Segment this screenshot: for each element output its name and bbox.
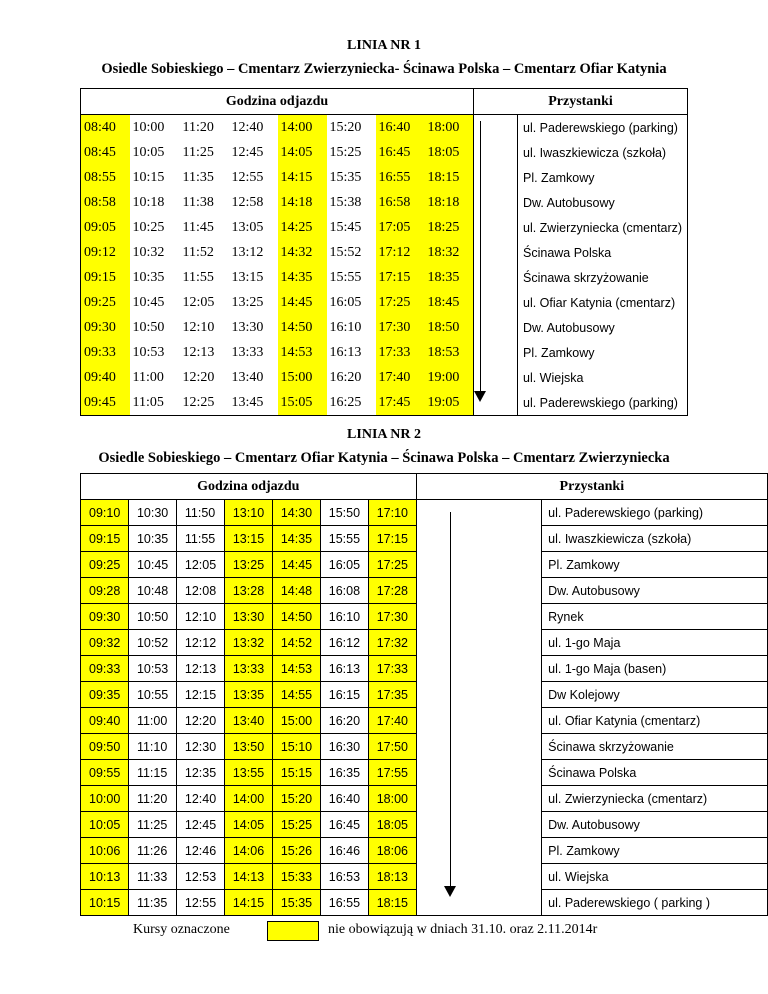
departure-time: 16:15: [320, 682, 368, 708]
departure-time: 16:10: [329, 319, 362, 335]
departure-time: 14:53: [278, 340, 327, 365]
stop-name: Rynek: [542, 604, 768, 630]
stop-name: ul. Zwierzyniecka (cmentarz): [542, 786, 768, 812]
departure-time: 10:32: [132, 244, 165, 260]
departure-time: 14:50: [278, 315, 327, 340]
line1-direction-arrow-line: [480, 121, 481, 393]
departure-time: 11:35: [182, 169, 214, 185]
stop-name: Dw. Autobusowy: [542, 578, 768, 604]
departure-time: 12:40: [176, 786, 224, 812]
departure-time: 11:25: [128, 812, 176, 838]
departure-time: 09:28: [81, 578, 129, 604]
departure-time: 13:15: [231, 269, 264, 285]
table-row: [81, 760, 768, 786]
departure-time: 11:25: [182, 144, 214, 160]
stop-name: Dw Kolejowy: [542, 682, 768, 708]
departure-time: 09:12: [81, 240, 130, 265]
departure-time: 10:05: [81, 812, 129, 838]
departure-time: 18:13: [368, 864, 416, 890]
departure-time: 17:28: [368, 578, 416, 604]
table-row: [81, 365, 688, 390]
stop-name: ul. Iwaszkiewicza (szkoła): [518, 140, 688, 165]
stop-name: ul. Paderewskiego (parking): [542, 500, 768, 526]
departure-time: 13:33: [231, 344, 264, 360]
arrow-cell: [416, 734, 541, 760]
stop-name: Ścinawa Polska: [518, 240, 688, 265]
arrow-cell: [416, 760, 541, 786]
departure-time: 08:58: [81, 190, 130, 215]
table-row: [81, 864, 768, 890]
departure-time: 11:00: [132, 369, 164, 385]
departure-time: 15:25: [329, 144, 362, 160]
departure-time: 17:15: [368, 526, 416, 552]
departure-time: 10:00: [81, 786, 129, 812]
departure-time: 13:05: [231, 219, 264, 235]
departure-time: 09:33: [81, 656, 129, 682]
departure-time: 14:00: [224, 786, 272, 812]
arrow-cell: [416, 786, 541, 812]
departure-time: 16:53: [320, 864, 368, 890]
departure-time: 14:05: [278, 140, 327, 165]
line1-header-stops: Przystanki: [474, 89, 688, 115]
departure-time: 17:10: [368, 500, 416, 526]
departure-time: 11:20: [182, 119, 214, 135]
departure-time: 18:05: [425, 140, 474, 165]
arrow-cell: [416, 630, 541, 656]
departure-time: 14:52: [272, 630, 320, 656]
departure-time: 12:05: [182, 294, 215, 310]
table-row: [81, 315, 688, 340]
departure-time: 15:25: [272, 812, 320, 838]
departure-time: 11:50: [176, 500, 224, 526]
arrow-cell: [416, 890, 541, 916]
departure-time: 15:26: [272, 838, 320, 864]
departure-time: 14:15: [224, 890, 272, 916]
legend-highlight-swatch: [267, 921, 319, 941]
departure-time: 18:35: [425, 265, 474, 290]
line2-direction-arrow-icon: [444, 886, 456, 897]
table-row: [81, 215, 688, 240]
departure-time: 13:30: [224, 604, 272, 630]
table-row: [81, 604, 768, 630]
departure-time: 16:08: [320, 578, 368, 604]
departure-time: 16:45: [376, 140, 425, 165]
stop-name: ul. Iwaszkiewicza (szkoła): [542, 526, 768, 552]
stop-name: ul. Paderewskiego ( parking ): [542, 890, 768, 916]
departure-time: 18:05: [368, 812, 416, 838]
table-row: [81, 578, 768, 604]
departure-time: 09:05: [81, 215, 130, 240]
departure-time: 13:25: [231, 294, 264, 310]
departure-time: 16:05: [320, 552, 368, 578]
departure-time: 12:55: [231, 169, 264, 185]
line1-route: Osiedle Sobieskiego – Cmentarz Zwierzyniecka- Ścinawa Polska – Cmentarz Ofiar Katynia: [101, 61, 667, 77]
stop-name: Ścinawa skrzyżowanie: [518, 265, 688, 290]
line2-header-times: Godzina odjazdu: [81, 474, 417, 500]
departure-time: 11:26: [128, 838, 176, 864]
table-row: [81, 734, 768, 760]
departure-time: 12:20: [182, 369, 215, 385]
departure-time: 15:38: [329, 194, 362, 210]
departure-time: 18:06: [368, 838, 416, 864]
table-row: [81, 500, 768, 526]
departure-time: 16:55: [376, 165, 425, 190]
departure-time: 09:32: [81, 630, 129, 656]
departure-time: 18:45: [425, 290, 474, 315]
departure-time: 17:30: [376, 315, 425, 340]
departure-time: 11:15: [128, 760, 176, 786]
table-row: [81, 240, 688, 265]
departure-time: 13:33: [224, 656, 272, 682]
departure-time: 17:30: [368, 604, 416, 630]
table-row: [81, 165, 688, 190]
stop-name: ul. Paderewskiego (parking): [518, 115, 688, 141]
departure-time: 11:45: [182, 219, 214, 235]
departure-time: 17:55: [368, 760, 416, 786]
departure-time: 16:25: [327, 390, 376, 416]
departure-time: 19:05: [425, 390, 474, 416]
departure-time: 14:00: [278, 115, 327, 141]
table-row: [81, 682, 768, 708]
departure-time: 11:10: [128, 734, 176, 760]
departure-time: 09:40: [81, 365, 130, 390]
departure-time: 15:55: [320, 526, 368, 552]
departure-time: 17:25: [368, 552, 416, 578]
departure-time: 17:40: [368, 708, 416, 734]
departure-time: 17:25: [376, 290, 425, 315]
departure-time: 08:55: [81, 165, 130, 190]
departure-time: 15:15: [272, 760, 320, 786]
stop-name: ul. Ofiar Katynia (cmentarz): [542, 708, 768, 734]
departure-time: 17:40: [376, 365, 425, 390]
departure-time: 09:10: [81, 500, 129, 526]
departure-time: 17:32: [368, 630, 416, 656]
departure-time: 18:32: [425, 240, 474, 265]
table-row: [81, 290, 688, 315]
departure-time: 15:52: [329, 244, 362, 260]
line2-timetable: [80, 473, 768, 916]
departure-time: 12:12: [176, 630, 224, 656]
departure-time: 13:55: [224, 760, 272, 786]
departure-time: 18:15: [368, 890, 416, 916]
departure-time: 12:45: [176, 812, 224, 838]
departure-time: 14:13: [224, 864, 272, 890]
arrow-cell: [416, 708, 541, 734]
departure-time: 14:53: [272, 656, 320, 682]
departure-time: 13:30: [231, 319, 264, 335]
departure-time: 14:05: [224, 812, 272, 838]
table-row: [81, 656, 768, 682]
departure-time: 15:35: [272, 890, 320, 916]
departure-time: 15:20: [329, 119, 362, 135]
departure-time: 09:25: [81, 552, 129, 578]
departure-time: 13:10: [224, 500, 272, 526]
departure-time: 11:52: [182, 244, 214, 260]
departure-time: 16:20: [320, 708, 368, 734]
departure-time: 18:50: [425, 315, 474, 340]
departure-time: 12:30: [176, 734, 224, 760]
departure-time: 09:15: [81, 526, 129, 552]
departure-time: 10:53: [128, 656, 176, 682]
line2-header-stops: Przystanki: [416, 474, 767, 500]
departure-time: 09:35: [81, 682, 129, 708]
arrow-cell: [416, 552, 541, 578]
departure-time: 17:50: [368, 734, 416, 760]
departure-time: 10:18: [132, 194, 165, 210]
line1-direction-arrow-icon: [474, 391, 486, 402]
departure-time: 08:40: [81, 115, 130, 141]
departure-time: 14:35: [278, 265, 327, 290]
departure-time: 12:40: [231, 119, 264, 135]
departure-time: 16:40: [320, 786, 368, 812]
table-row: [81, 708, 768, 734]
departure-time: 12:46: [176, 838, 224, 864]
stop-name: ul. Paderewskiego (parking): [518, 390, 688, 416]
arrow-cell: [416, 656, 541, 682]
departure-time: 11:33: [128, 864, 176, 890]
departure-time: 16:20: [329, 369, 362, 385]
stop-name: ul. Ofiar Katynia (cmentarz): [518, 290, 688, 315]
line2-title: LINIA NR 2: [347, 427, 421, 442]
departure-time: 13:45: [229, 390, 278, 416]
departure-time: 12:25: [180, 390, 229, 416]
departure-time: 15:50: [320, 500, 368, 526]
departure-time: 10:00: [132, 119, 165, 135]
arrow-cell: [416, 682, 541, 708]
departure-time: 19:00: [425, 365, 474, 390]
departure-time: 11:20: [128, 786, 176, 812]
departure-time: 17:35: [368, 682, 416, 708]
table-row: [81, 265, 688, 290]
departure-time: 10:45: [132, 294, 165, 310]
departure-time: 16:45: [320, 812, 368, 838]
table-row: [81, 812, 768, 838]
stop-name: ul. 1-go Maja (basen): [542, 656, 768, 682]
arrow-cell: [416, 812, 541, 838]
departure-time: 10:50: [132, 319, 165, 335]
departure-time: 16:12: [320, 630, 368, 656]
departure-time: 09:30: [81, 315, 130, 340]
stop-name: Dw. Autobusowy: [542, 812, 768, 838]
departure-time: 15:10: [272, 734, 320, 760]
departure-time: 13:12: [231, 244, 264, 260]
line2-route: Osiedle Sobieskiego – Cmentarz Ofiar Katynia – Ścinawa Polska – Cmentarz Zwierzyniecka: [98, 450, 670, 466]
departure-time: 16:55: [320, 890, 368, 916]
table-row: [81, 526, 768, 552]
departure-time: 13:40: [224, 708, 272, 734]
departure-time: 10:06: [81, 838, 129, 864]
departure-time: 09:40: [81, 708, 129, 734]
departure-time: 12:35: [176, 760, 224, 786]
stop-name: ul. Wiejska: [542, 864, 768, 890]
departure-time: 09:50: [81, 734, 129, 760]
stop-name: Ścinawa skrzyżowanie: [542, 734, 768, 760]
departure-time: 11:55: [182, 269, 214, 285]
departure-time: 14:06: [224, 838, 272, 864]
departure-time: 13:50: [224, 734, 272, 760]
departure-time: 16:13: [329, 344, 362, 360]
departure-time: 15:55: [329, 269, 362, 285]
stop-name: ul. Zwierzyniecka (cmentarz): [518, 215, 688, 240]
arrow-cell: [416, 526, 541, 552]
departure-time: 15:33: [272, 864, 320, 890]
departure-time: 10:25: [132, 219, 165, 235]
line2-direction-arrow-line: [450, 512, 451, 888]
arrow-cell: [416, 578, 541, 604]
departure-time: 10:45: [128, 552, 176, 578]
departure-time: 15:20: [272, 786, 320, 812]
table-row: [81, 552, 768, 578]
departure-time: 10:53: [132, 344, 165, 360]
departure-time: 10:30: [128, 500, 176, 526]
departure-time: 15:00: [278, 365, 327, 390]
departure-time: 13:35: [224, 682, 272, 708]
departure-time: 09:45: [81, 390, 130, 416]
departure-time: 14:35: [272, 526, 320, 552]
departure-time: 13:28: [224, 578, 272, 604]
departure-time: 09:25: [81, 290, 130, 315]
stop-name: ul. 1-go Maja: [542, 630, 768, 656]
departure-time: 14:30: [272, 500, 320, 526]
table-row: [81, 340, 688, 365]
departure-time: 14:48: [272, 578, 320, 604]
departure-time: 18:18: [425, 190, 474, 215]
departure-time: 17:45: [376, 390, 425, 416]
table-row: [81, 390, 688, 416]
departure-time: 16:46: [320, 838, 368, 864]
departure-time: 16:13: [320, 656, 368, 682]
departure-time: 17:33: [376, 340, 425, 365]
legend-left-text: Kursy oznaczone: [133, 922, 230, 937]
departure-time: 16:35: [320, 760, 368, 786]
departure-time: 12:55: [176, 890, 224, 916]
arrow-cell: [416, 500, 541, 526]
departure-time: 17:33: [368, 656, 416, 682]
table-row: [81, 115, 688, 141]
table-row: [81, 190, 688, 215]
line1-timetable: [80, 88, 688, 416]
stop-name: Pl. Zamkowy: [542, 838, 768, 864]
departure-time: 09:30: [81, 604, 129, 630]
table-row: [81, 838, 768, 864]
departure-time: 08:45: [81, 140, 130, 165]
departure-time: 17:05: [376, 215, 425, 240]
departure-time: 12:10: [182, 319, 215, 335]
arrow-cell: [416, 604, 541, 630]
departure-time: 11:00: [128, 708, 176, 734]
departure-time: 15:00: [272, 708, 320, 734]
departure-time: 10:50: [128, 604, 176, 630]
table-row: [81, 140, 688, 165]
departure-time: 13:40: [231, 369, 264, 385]
stop-name: Ścinawa Polska: [542, 760, 768, 786]
departure-time: 10:55: [128, 682, 176, 708]
departure-time: 10:35: [128, 526, 176, 552]
departure-time: 18:00: [425, 115, 474, 141]
departure-time: 09:15: [81, 265, 130, 290]
departure-time: 11:35: [128, 890, 176, 916]
departure-time: 11:55: [176, 526, 224, 552]
departure-time: 15:45: [329, 219, 362, 235]
departure-time: 14:15: [278, 165, 327, 190]
departure-time: 10:15: [132, 169, 165, 185]
departure-time: 16:10: [320, 604, 368, 630]
departure-time: 13:32: [224, 630, 272, 656]
departure-time: 10:05: [132, 144, 165, 160]
departure-time: 17:15: [376, 265, 425, 290]
stop-name: Pl. Zamkowy: [542, 552, 768, 578]
departure-time: 12:08: [176, 578, 224, 604]
departure-time: 12:45: [231, 144, 264, 160]
departure-time: 11:05: [130, 390, 180, 416]
departure-time: 12:05: [176, 552, 224, 578]
table-row: [81, 630, 768, 656]
departure-time: 12:10: [176, 604, 224, 630]
departure-time: 13:15: [224, 526, 272, 552]
line1-title: LINIA NR 1: [347, 38, 421, 53]
departure-time: 12:58: [231, 194, 264, 210]
departure-time: 14:45: [278, 290, 327, 315]
departure-time: 15:05: [278, 390, 327, 416]
table-row: [81, 890, 768, 916]
stop-name: ul. Wiejska: [518, 365, 688, 390]
departure-time: 14:25: [278, 215, 327, 240]
departure-time: 18:53: [425, 340, 474, 365]
arrow-cell: [416, 864, 541, 890]
departure-time: 16:30: [320, 734, 368, 760]
stop-name: Dw. Autobusowy: [518, 190, 688, 215]
departure-time: 10:15: [81, 890, 129, 916]
departure-time: 17:12: [376, 240, 425, 265]
departure-time: 12:20: [176, 708, 224, 734]
departure-time: 12:13: [176, 656, 224, 682]
stop-name: Pl. Zamkowy: [518, 165, 688, 190]
departure-time: 10:13: [81, 864, 129, 890]
departure-time: 14:50: [272, 604, 320, 630]
departure-time: 16:40: [376, 115, 425, 141]
stop-name: Dw. Autobusowy: [518, 315, 688, 340]
legend-right-text: nie obowiązują w dniach 31.10. oraz 2.11.2014r: [328, 922, 598, 937]
departure-time: 12:53: [176, 864, 224, 890]
departure-time: 10:52: [128, 630, 176, 656]
departure-time: 14:32: [278, 240, 327, 265]
departure-time: 14:18: [278, 190, 327, 215]
departure-time: 16:05: [329, 294, 362, 310]
departure-time: 11:38: [182, 194, 214, 210]
departure-time: 12:13: [182, 344, 215, 360]
departure-time: 09:55: [81, 760, 129, 786]
departure-time: 15:35: [329, 169, 362, 185]
departure-time: 14:55: [272, 682, 320, 708]
departure-time: 18:00: [368, 786, 416, 812]
departure-time: 18:15: [425, 165, 474, 190]
departure-time: 12:15: [176, 682, 224, 708]
departure-time: 18:25: [425, 215, 474, 240]
table-row: [81, 786, 768, 812]
departure-time: 10:48: [128, 578, 176, 604]
departure-time: 10:35: [132, 269, 165, 285]
stop-name: Pl. Zamkowy: [518, 340, 688, 365]
departure-time: 09:33: [81, 340, 130, 365]
departure-time: 13:25: [224, 552, 272, 578]
line1-header-times: Godzina odjazdu: [81, 89, 474, 115]
arrow-cell: [416, 838, 541, 864]
departure-time: 14:45: [272, 552, 320, 578]
departure-time: 16:58: [376, 190, 425, 215]
